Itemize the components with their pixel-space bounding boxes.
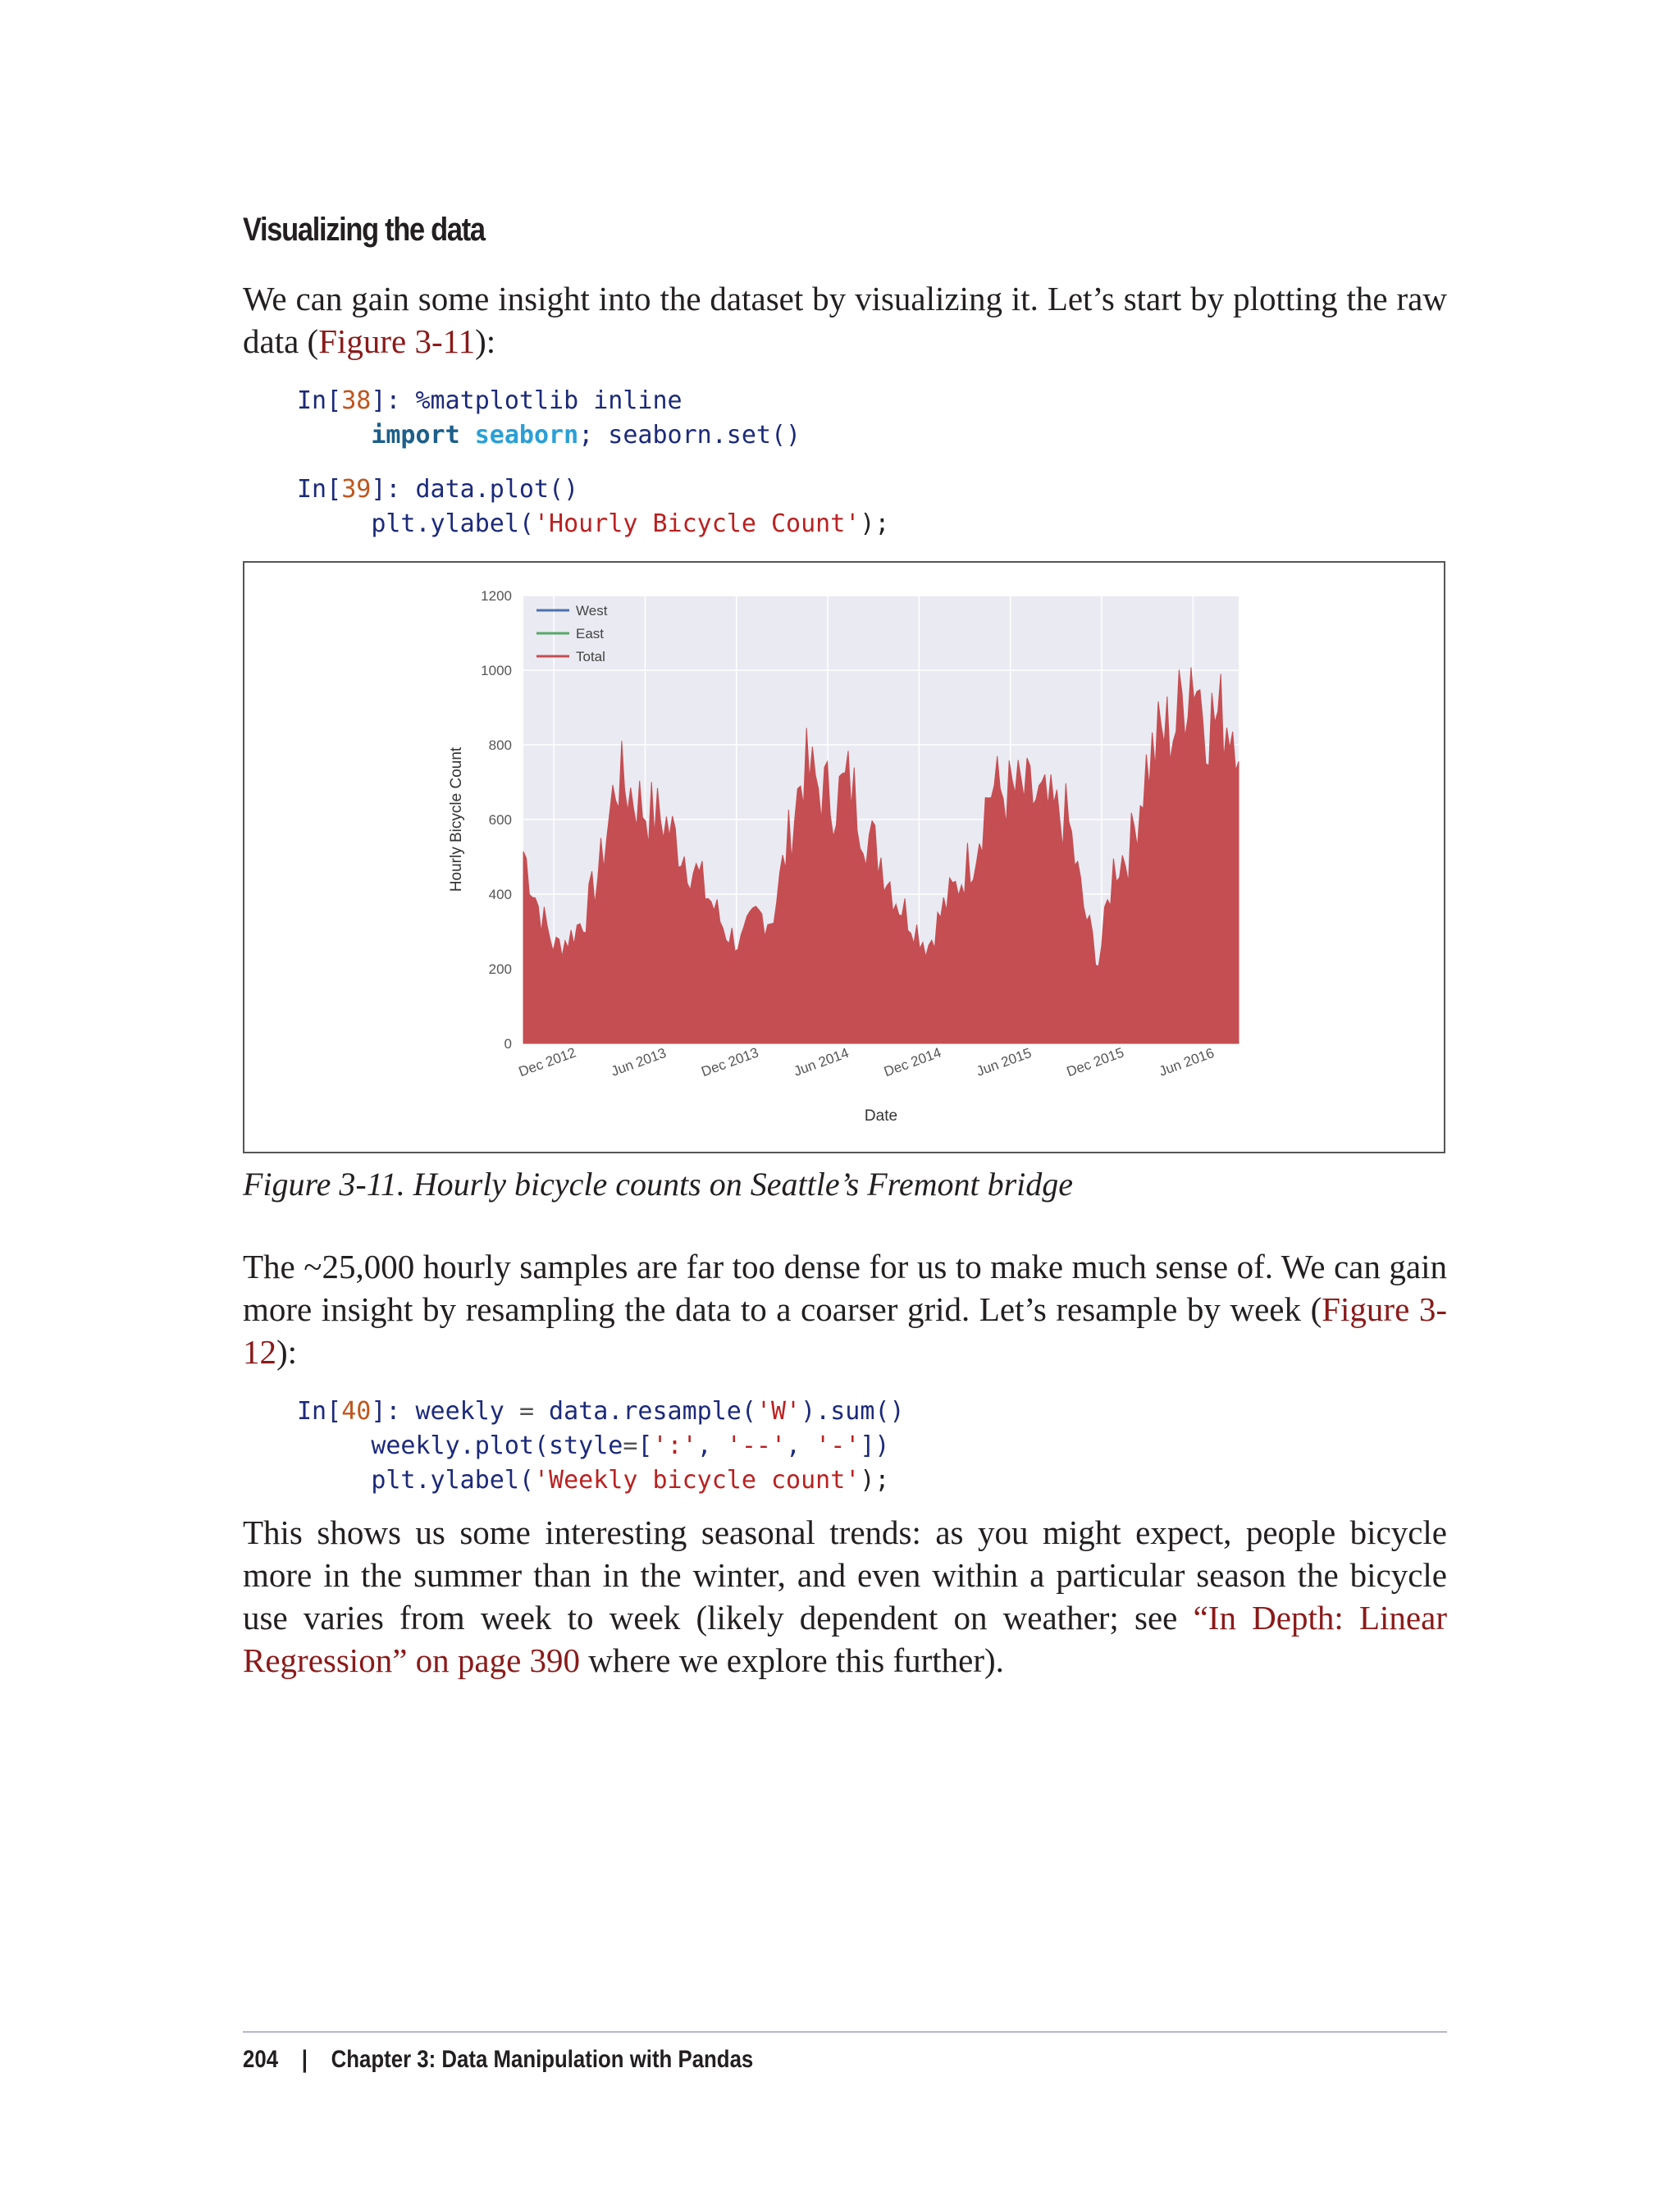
figure-3-11-link[interactable]: Figure 3-11: [318, 322, 476, 360]
x-tick-label: Jun 2016: [1157, 1044, 1217, 1080]
hourly-bicycle-chart: [244, 563, 1444, 1152]
figure-3-12-link[interactable]: Figure 3-12: [243, 1290, 1447, 1371]
x-tick-labels: [517, 1044, 1217, 1080]
y-tick-label: 1000: [481, 663, 512, 678]
seasonal-text: This shows us some interesting seasonal trends: as you might expect, people bicycle more in the summer than in the winter, and even within a particular season the bicycle use varies from week to week (likely dependent on weather; see: [243, 1513, 1447, 1637]
code-block-40: [297, 1395, 905, 1498]
x-tick-label: Dec 2015: [1064, 1044, 1126, 1080]
x-tick-label: Jun 2013: [609, 1044, 669, 1080]
intro-text-end: ):: [475, 322, 496, 360]
legend-label-east: East: [576, 626, 605, 641]
footer-rule: [243, 2031, 1447, 2033]
linear-regression-link[interactable]: “In Depth: Linear Regression” on page 390: [243, 1599, 1447, 1679]
code-line: weekly.plot(style=[':', '--', '-']): [371, 1431, 890, 1460]
y-tick-label: 0: [504, 1036, 512, 1052]
code-line: In[38]: %matplotlib inline: [297, 386, 682, 415]
code-line: In[39]: data.plot(): [297, 475, 579, 504]
y-tick-label: 200: [488, 961, 512, 977]
x-tick-label: Dec 2014: [882, 1044, 943, 1080]
code-line: In[40]: weekly = data.resample('W').sum(): [297, 1397, 905, 1426]
page-footer: [243, 2046, 753, 2074]
x-tick-label: Dec 2013: [699, 1044, 761, 1080]
x-tick-label: Jun 2014: [792, 1044, 851, 1080]
legend-label-west: West: [576, 603, 608, 619]
footer-separator: |: [301, 2046, 308, 2073]
x-tick-label: Jun 2015: [974, 1044, 1034, 1080]
page-number: 204: [243, 2046, 279, 2073]
y-tick-label: 600: [488, 812, 512, 828]
figure-caption: Figure 3-11. Hourly bicycle counts on Seattle’s Fremont bridge: [243, 1166, 1074, 1203]
resample-paragraph: [243, 1245, 1447, 1373]
resample-text-end: ):: [276, 1333, 298, 1371]
section-heading: Visualizing the data: [243, 212, 485, 248]
y-tick-label: 800: [488, 737, 512, 753]
code-line: plt.ylabel('Hourly Bicycle Count');: [371, 509, 890, 538]
chapter-title: Chapter 3: Data Manipulation with Pandas: [331, 2046, 754, 2073]
figure-3-11: [243, 561, 1445, 1153]
y-axis-label: Hourly Bicycle Count: [448, 746, 465, 892]
y-tick-label: 1200: [481, 588, 512, 604]
code-line: import seaborn; seaborn.set(): [371, 421, 801, 450]
x-tick-label: Dec 2012: [516, 1044, 578, 1080]
y-tick-labels: [481, 588, 512, 1052]
code-block-38: [297, 384, 801, 453]
x-axis-label: Date: [864, 1107, 898, 1125]
seasonal-text-end: where we explore this further).: [580, 1641, 1004, 1679]
code-line: plt.ylabel('Weekly bicycle count');: [371, 1466, 890, 1495]
legend-label-total: Total: [576, 649, 605, 664]
seasonal-paragraph: [243, 1511, 1447, 1682]
intro-paragraph: [243, 277, 1447, 363]
y-tick-label: 400: [488, 887, 512, 902]
intro-text: We can gain some insight into the dataset by visualizing it. Let’s start by plotting the raw data (: [243, 280, 1447, 360]
code-block-39: [297, 472, 889, 541]
resample-text: The ~25,000 hourly samples are far too dense for us to make much sense of. We can gain more insight by resampling the data to a coarser grid. Let’s resample by week (: [243, 1248, 1447, 1328]
